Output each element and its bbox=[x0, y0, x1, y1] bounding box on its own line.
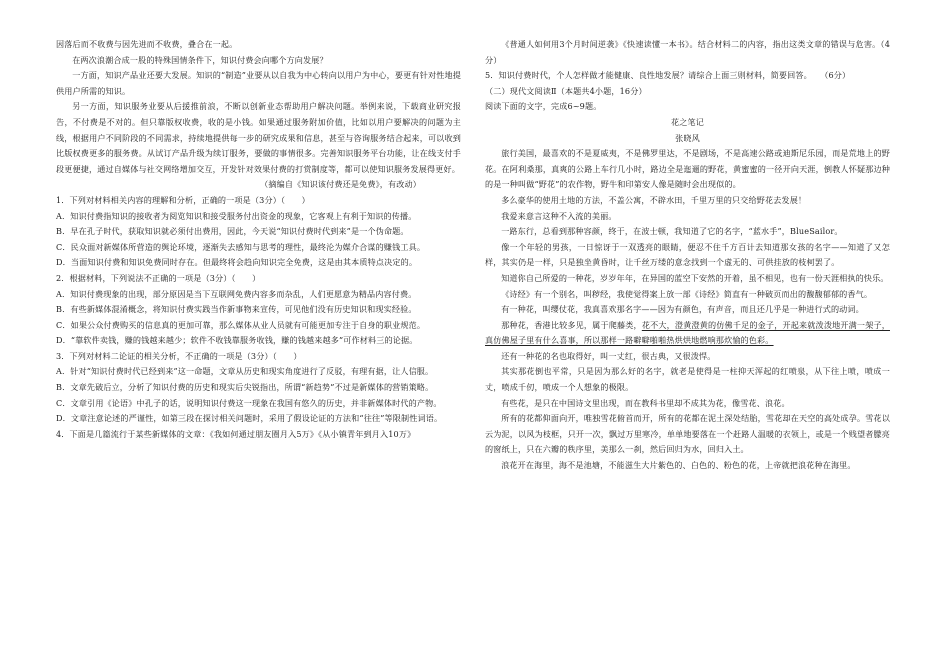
right-paragraph-text: 旅行美国，最喜欢的不是夏威夷，不是佛罗里达，不是剧场，不是高速公路或迪斯尼乐园，而是荒地上的野花。在阿利桑那，真爽的公路上车行几小时，路边全是迤逦的野花，黄蜜蜜的一径开向天涯，倒教人怀疑那边种的是一种叫做“野花”的农作物，野牛和印第安人像是随时会出现似的。 bbox=[485, 148, 890, 190]
left-paragraph bbox=[56, 37, 461, 53]
left-paragraph-text: C．文章引用《论语》中孔子的话，说明知识付费这一现象在我国有悠久的历史，并非新媒体时代的产物。 bbox=[56, 397, 442, 408]
left-paragraph bbox=[56, 224, 461, 240]
left-paragraph-text: B．有些新媒体混淆概念，将知识付费实践当作新事物来宣传，可见他们没有历史知识和现实经验。 bbox=[56, 304, 417, 315]
right-paragraph-text: 知道你自己所爱的一种花，岁岁年年，在异国的蓝空下安然的开着，虽不相见，也有一份天涯相执的快乐。 bbox=[501, 272, 889, 283]
right-paragraph-text: 其实那花倒也平常，只是因为那么好的名字，就老是使得是一柱抑天浑起的红喷泉，从下往上喷，喷成一丈，喷成千仞，喷成一个人想象的极限。 bbox=[485, 366, 890, 393]
right-paragraph-text: 那种花，香港比较多见，属于爬藤类， bbox=[501, 319, 642, 330]
left-paragraph-text: 在两次浪潮合成一股的特殊国情条件下，知识付费会向哪个方向发展？ bbox=[72, 54, 328, 65]
left-paragraph-text: D．文章注意论述的严谨性，如第三段在探讨相关问题时，采用了假设论证的方法和“往往”等限制性词语。 bbox=[56, 413, 443, 424]
right-underlined-sentence: 花不大，澄黄澄黄的仿佛千足的金子，开起来就泼泼地开满一架子，真仿佛屋子里有什么喜事，所以那样一路噼噼啪啪热烘烘地燃响那炊愉的色彩。 bbox=[485, 319, 890, 346]
left-paragraph-text: A．知识付费现象的出现，部分原因是当下互联网免费内容多而杂乱，人们更愿意为精品内容付费。 bbox=[56, 288, 417, 299]
right-paragraph bbox=[485, 364, 890, 395]
right-paragraph bbox=[485, 240, 890, 271]
left-column bbox=[56, 37, 461, 442]
right-paragraph bbox=[485, 131, 890, 147]
right-paragraph-text: 像一个年轻的男孩，一日惊讶于一双透亮的眼睛，便忍不住千方百计去知道那女孩的名字——知道了又怎样，其实仍是一样，只是独坐黄昏时，让千丝万缕的意念找到一个虚无的、可供挂放的枝柯罢了。 bbox=[485, 241, 890, 268]
left-paragraph-text: B．早在孔子时代，获取知识就必须付出费用，因此，今天说“知识付费时代到来”是一个伪命题。 bbox=[56, 226, 409, 237]
left-paragraph bbox=[56, 240, 461, 256]
left-paragraph-text: 4．下面是几篇流行于某些新媒体的文章：《我如何通过朋友圈月入5万》《从小镇青年到月入10万》 bbox=[56, 428, 416, 439]
right-paragraph bbox=[485, 396, 890, 412]
right-paragraph bbox=[485, 287, 890, 303]
left-paragraph bbox=[56, 318, 461, 334]
left-paragraph-text: C．民众面对新媒体所营造的舆论环境，逐渐失去感知与思考的理性，最终沦为媒介合谋的赚钱工具。 bbox=[56, 241, 426, 252]
left-paragraph bbox=[56, 255, 461, 271]
right-paragraph bbox=[485, 209, 890, 225]
left-paragraph bbox=[56, 427, 461, 443]
right-paragraph bbox=[485, 99, 890, 115]
right-paragraph bbox=[485, 349, 890, 365]
left-paragraph-text: A．知识付费指知识的接收者为阅览知识和接受服务付出资金的现象，它客观上有利于知识的传播。 bbox=[56, 210, 417, 221]
right-paragraph-text: 《诗经》有一个别名，叫秽经，我使觉得案上放一部《诗经》简直有一种破页而出的馥馥郁郁的香气。 bbox=[501, 288, 873, 299]
right-paragraph-text: 我爱来意言这种不入流的美丽。 bbox=[501, 210, 617, 221]
left-paragraph bbox=[56, 209, 461, 225]
right-paragraph-text: 有一种花，叫缨仗花，我真喜欢那名字——因为有颜色，有声音，而且还几乎是一种进行式的动词。 bbox=[501, 304, 864, 315]
left-paragraph bbox=[56, 349, 461, 365]
left-paragraph-text: D．当面知识付费和知识免费同时存在。但最终将会趋向知识完全免费，这是由其本质特点决定的。 bbox=[56, 257, 418, 268]
left-paragraph bbox=[56, 302, 461, 318]
right-paragraph-text: 阅读下面的文字，完成6~9题。 bbox=[485, 101, 602, 112]
left-paragraph-text: 2．根据材料，下列说法不正确的一项是（3分）（ ） bbox=[56, 272, 261, 283]
right-paragraph bbox=[485, 411, 890, 458]
right-column bbox=[485, 37, 890, 474]
left-paragraph-text: 一方面，知识产品业还要大发展。知识的“制造”业要从以自我为中心转向以用户为中心，要更有针对性地提供用户所需的知识。 bbox=[56, 70, 461, 96]
right-paragraph-text: 一路东行，总看到那种容颜，终于，在波士顿，我知道了它的名字，“蓝水手”，BlueSailor。 bbox=[501, 226, 843, 237]
right-paragraph bbox=[485, 318, 890, 349]
right-paragraph bbox=[485, 115, 890, 131]
right-paragraph-text: 《普通人如何用3个月时间逆袭》《快速读懂一本书》。结合材料二的内容，指出这类文章的错误与危害。（4分） bbox=[485, 39, 890, 65]
right-paragraph bbox=[485, 37, 890, 68]
left-paragraph bbox=[56, 333, 461, 349]
right-paragraph-text: 张晓风 bbox=[675, 132, 700, 143]
left-paragraph-text: C．如果公众付费购买的信息真的更加可靠，那么媒体从业人员就有可能更加专注于自身的职业规范。 bbox=[56, 319, 426, 330]
left-paragraph bbox=[56, 53, 461, 69]
left-paragraph bbox=[56, 411, 461, 427]
right-paragraph-text: 花之笔记 bbox=[671, 116, 704, 127]
right-paragraph bbox=[485, 84, 890, 100]
left-paragraph bbox=[56, 396, 461, 412]
right-paragraph bbox=[485, 302, 890, 318]
left-paragraph-text: 另一方面，知识服务业要从后援推前浪，不断以创新业态帮助用户解决问题。举例来说，下载商业研究报告，不付费是不对的。但只靠版权收费，收的是小钱。如果通过服务附加价值，比如以用户要解决的问题为主线，根据用户不同阶段的不同需求，持续地提供每一步的研究成果和信息，甚至与咨询服务结合起来，可以收到比版权费更多的服务费。从试订产品升级为续订服务，要做的事情很多。完善知识服务平台功能，让在线支付手段更便捷，通过自媒体与社交网络增加交互，开发针对效果付费的打赏制度等，都可以使知识服务发展得更好。 bbox=[56, 101, 461, 174]
right-paragraph-text: （二）现代文阅读Ⅱ（本题共4小题，16分） bbox=[485, 85, 647, 96]
right-paragraph-text: 有些花，是只在中国诗文里出现，而在教科书里却不成其为花，像雪花、浪花。 bbox=[501, 397, 790, 408]
left-paragraph-text: 1．下列对材料相关内容的理解和分析，正确的一项是（3分）（ ） bbox=[56, 194, 310, 205]
left-paragraph bbox=[56, 364, 461, 380]
left-paragraph bbox=[56, 177, 461, 193]
right-paragraph-text: 还有一种花的名也取得好，叫一丈红，很古典，又很泼悍。 bbox=[501, 350, 716, 361]
right-paragraph bbox=[485, 458, 890, 474]
left-paragraph bbox=[56, 271, 461, 287]
left-paragraph bbox=[56, 99, 461, 177]
right-paragraph-text: 浪花开在海里，海不是池塘，不能滋生大片紫色的、白色的、粉色的花，上帝就把浪花种在海里。 bbox=[501, 460, 856, 471]
left-paragraph-text: A．针对“知识付费时代已经到来”这一命题，文章从历史和现实角度进行了反驳，有理有据，让人信服。 bbox=[56, 366, 434, 377]
left-paragraph-text: 因落后而不收费与因先进而不收费，叠合在一起。 bbox=[56, 39, 238, 49]
left-paragraph-text: 3．下列对材料二论证的相关分析，不正确的一项是（3分）（ ） bbox=[56, 350, 302, 361]
right-paragraph-text: 多么豪华的使用土地的方法，不盖公寓，不辟水田，千里万里的只交给野花去发展！ bbox=[501, 194, 807, 205]
left-paragraph bbox=[56, 380, 461, 396]
right-paragraph-text: 所有的花都仰面向开，唯独雪花俯首而开，所有的花都在泥土深处结胎，雪花却在天空的高处成孕。雪花以云为泥，以风为枝框，只开一次，飘过万里寒冷，单单地要落在一个赶路人温暖的衣领上，或是一个贱望者朦亮的窗纸上，只在六瓣的秩序里，美那么一刹，然后回归为水，回归入土。 bbox=[485, 413, 890, 455]
right-paragraph bbox=[485, 271, 890, 287]
left-paragraph-text: D．“靠软件卖钱，赚的钱越来越少；软件不收钱靠服务收钱，赚的钱越来越多”可作材料三的论据。 bbox=[56, 335, 418, 346]
left-paragraph bbox=[56, 68, 461, 99]
right-paragraph bbox=[485, 68, 890, 84]
left-paragraph bbox=[56, 193, 461, 209]
right-paragraph-text: 5．知识付费时代，个人怎样做才能健康、良性地发展？请综合上面三则材料，简要回答。 （6分） bbox=[485, 70, 851, 81]
left-paragraph-text: （摘编自《知识该付费还是免费》，有改动） bbox=[260, 179, 421, 190]
left-paragraph bbox=[56, 287, 461, 303]
left-paragraph-text: B．文章先破后立，分析了知识付费的历史和现实后尖锐指出，所谓“新趋势”不过是新媒体的营销策略。 bbox=[56, 382, 434, 393]
right-paragraph bbox=[485, 224, 890, 240]
right-paragraph bbox=[485, 146, 890, 193]
right-paragraph bbox=[485, 193, 890, 209]
